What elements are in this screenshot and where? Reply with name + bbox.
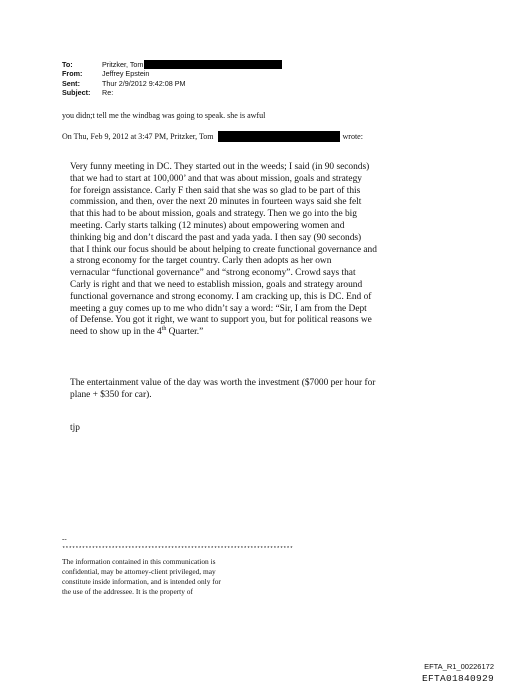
- body-line: that we had to start at 100,000’ and that was about mission, goals and strategy: [70, 173, 362, 184]
- reply-text: you didn;t tell me the windbag was going to speak. she is awful: [62, 111, 266, 120]
- body-line: constitute inside information, and is intended only for: [62, 577, 221, 586]
- sent-label: Sent:: [62, 78, 80, 88]
- subject-value: Re:: [102, 87, 114, 97]
- body-line: The entertainment value of the day was worth the investment ($7000 per hour for: [70, 377, 376, 388]
- email-header: [62, 60, 282, 97]
- body-line: functional governance and strong economy. I am cracking up, this is DC. End of: [70, 291, 372, 302]
- subject-row: [62, 88, 282, 97]
- from-row: [62, 69, 282, 78]
- from-label: From:: [62, 69, 83, 79]
- body-line: thinking big and don’t discard the past and yada yada. I then say (90 seconds): [70, 232, 362, 243]
- quote-header: [62, 131, 363, 142]
- body-text: Quarter.”: [166, 327, 204, 338]
- asterisk-divider: **********************************************************************: [62, 545, 294, 552]
- sent-row: [62, 79, 282, 88]
- body-line: The information contained in this communication is: [62, 557, 216, 566]
- body-line: that this had to be about mission, goals and strategy. Then we go into the big: [70, 209, 357, 220]
- body-paragraph-1: [70, 162, 458, 327]
- body-line: Carly is right and that we need to establish mission, goals and strategy around: [70, 279, 363, 290]
- footer-document-id-large: EFTA01840929: [421, 673, 494, 684]
- to-label: To:: [62, 60, 73, 69]
- body-line: meeting a guy comes up to me who didn’t say a word: “Sir, I am from the Dept: [70, 303, 367, 314]
- footer-document-id-small: EFTA_R1_00226172: [424, 662, 494, 671]
- redaction-box: [144, 60, 282, 69]
- body-line: commission, and then, over the next 20 minutes in fourteen ways said she felt: [70, 197, 362, 208]
- confidentiality-disclaimer: [62, 557, 221, 597]
- signature-separator: --: [62, 535, 67, 543]
- body-line: of Defense. You got it right, we want to support you, but for political reasons we: [70, 315, 372, 326]
- body-line: plane + $350 for car).: [70, 389, 152, 400]
- signature: tjp: [70, 422, 80, 433]
- to-value: Pritzker, Tom: [102, 60, 144, 69]
- body-line: [70, 327, 458, 339]
- quoted-message-body: [70, 162, 458, 434]
- body-line: that I think our focus should be about helping to create functional governance and: [70, 244, 377, 255]
- body-line: for foreign assistance. Carly F then said that she was so glad to be part of this: [70, 185, 361, 196]
- subject-label: Subject:: [62, 87, 91, 97]
- body-line: meeting. Carly starts talking (12 minutes) about empowering women and: [70, 220, 345, 231]
- body-text: need to show up in the 4: [70, 327, 162, 338]
- quote-header-suffix: wrote:: [342, 132, 363, 141]
- body-line: a strong economy for the target country. Carly then adopts as her own: [70, 256, 332, 267]
- quote-header-prefix: On Thu, Feb 9, 2012 at 3:47 PM, Pritzker, Tom: [62, 132, 214, 141]
- body-line: confidential, may be attorney-client privileged, may: [62, 567, 216, 576]
- redaction-box: [218, 131, 340, 142]
- from-value: Jeffrey Epstein: [102, 69, 150, 79]
- body-line: vernacular “functional governance” and “strong economy”. Crowd says that: [70, 268, 356, 279]
- body-paragraph-2: [70, 378, 458, 402]
- to-row: [62, 60, 282, 69]
- superscript: th: [161, 326, 167, 333]
- sent-value: Thur 2/9/2012 9:42:08 PM: [102, 78, 186, 88]
- body-line: the use of the addressee. It is the property of: [62, 587, 193, 596]
- body-line: Very funny meeting in DC. They started out in the weeds; I said (in 90 seconds): [70, 162, 370, 172]
